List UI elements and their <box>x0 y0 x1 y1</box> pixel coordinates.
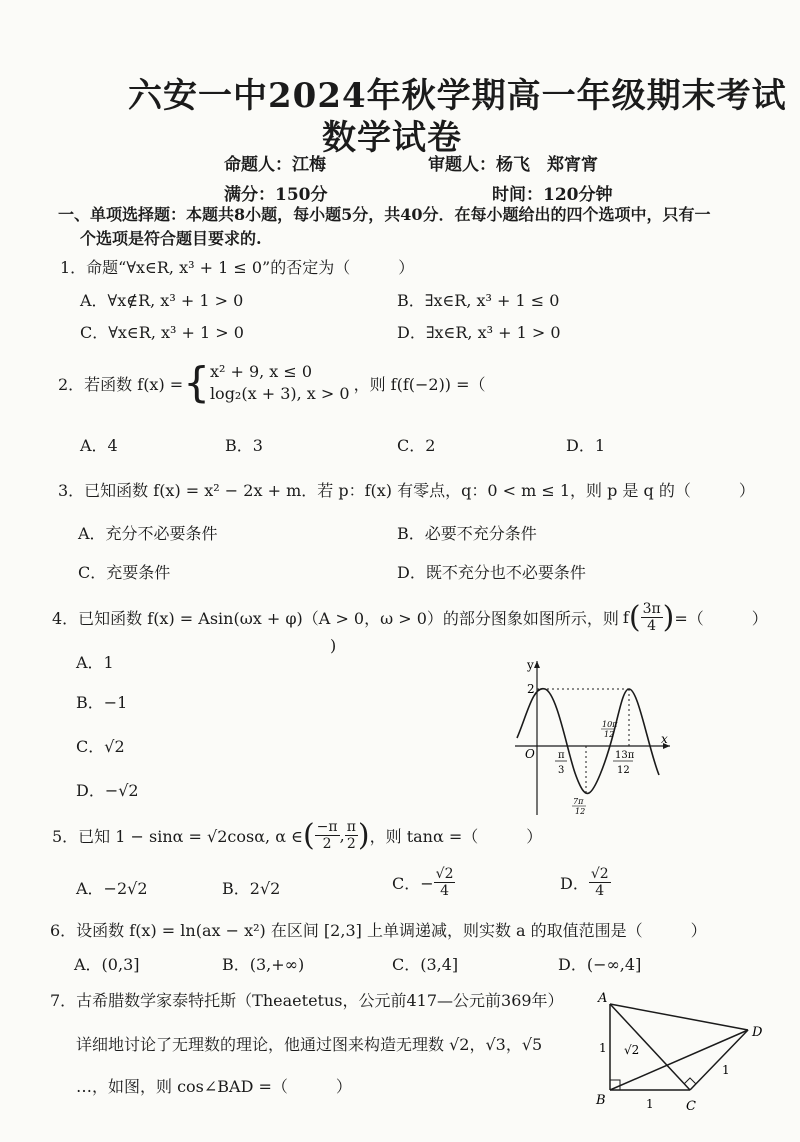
q2-cases <box>210 361 350 405</box>
q4-stem-text: 4．已知函数 f(x) = Asin(ωx + φ)（A > 0，ω > 0）的部分图象如图所示，则 <box>52 608 619 628</box>
label-a: A <box>598 991 608 1006</box>
q3-option-b: B．必要不充分条件 <box>397 524 537 543</box>
exam-time: 时间：120分钟 <box>492 185 613 205</box>
q6-option-d: D．(−∞,4] <box>558 955 642 974</box>
note-lower-num: 7π <box>573 797 584 806</box>
label-d: D <box>752 1025 763 1040</box>
q7-line1: 7．古希腊数学家泰特托斯（Theaetetus，公元前417—公元前369年） <box>50 991 564 1010</box>
label-c: C <box>686 1099 696 1114</box>
side-bd <box>610 1030 748 1090</box>
q4-paren-close: ) <box>662 599 675 635</box>
q3-stem: 3．已知函数 f(x) = x² − 2x + m．若 p：f(x) 有零点，q：0 < m ≤ 1，则 p 是 q 的（ ） <box>58 481 755 500</box>
q2-option-d: D．1 <box>566 436 606 455</box>
q4-f: f <box>622 607 629 627</box>
q5-frac1-den: 2 <box>322 835 332 852</box>
sine-curve <box>517 689 659 794</box>
q1-option-a: A．∀x∉R, x³ + 1 > 0 <box>80 291 244 310</box>
q6-option-a: A．(0,3] <box>74 955 140 974</box>
q2-option-c: C．2 <box>397 436 436 455</box>
q5-paren-close: ) <box>357 817 370 853</box>
q2-brace: { <box>183 358 210 407</box>
q2-prefix: 2．若函数 f(x) = <box>58 374 184 394</box>
q3-option-d: D．既不充分也不必要条件 <box>397 563 586 582</box>
q6-option-b: B．(3,+∞) <box>222 955 305 974</box>
q1-option-b: B．∃x∈R, x³ + 1 ≤ 0 <box>397 291 560 310</box>
q4-paren-open: ( <box>628 599 641 635</box>
q4-stem <box>52 598 768 636</box>
q5-option-c <box>392 862 455 902</box>
q4-stray-paren: ) <box>330 636 337 655</box>
q5-d-label: D． <box>560 873 589 893</box>
note-upper-den: 12 <box>604 730 615 739</box>
len-ac: √2 <box>624 1043 640 1057</box>
q4-option-b: B．−1 <box>76 693 128 712</box>
q5-d-num: √2 <box>590 865 609 882</box>
q5-paren-open: ( <box>302 817 315 853</box>
y-label: y <box>527 658 534 672</box>
author-line: 命题人：江梅 <box>224 155 326 175</box>
page-subtitle: 数学试卷 <box>322 118 462 158</box>
q5-d-den: 4 <box>595 882 605 899</box>
q3-option-c: C．充要条件 <box>78 563 171 582</box>
q2-option-b: B．3 <box>225 436 263 455</box>
q4-fraction <box>641 601 663 634</box>
q5-frac1 <box>315 819 340 852</box>
q4-option-d: D．−√2 <box>76 781 139 800</box>
q1-stem: 1．命题“∀x∈R, x³ + 1 ≤ 0”的否定为（ ） <box>60 258 415 277</box>
tick2-num: 13π <box>615 750 635 761</box>
tick1-den: 3 <box>558 765 565 776</box>
q5-stem-b: ，则 tanα =（ ） <box>369 826 543 846</box>
q2-stem <box>58 360 486 406</box>
q5-stem <box>52 815 542 855</box>
note-lower-den: 12 <box>575 807 586 816</box>
q7-line3: …，如图，则 cos∠BAD =（ ） <box>76 1077 352 1096</box>
len-cd: 1 <box>722 1063 730 1077</box>
side-cd <box>690 1030 748 1090</box>
q5-option-b: B．2√2 <box>222 879 281 898</box>
q4-eq: =（ ） <box>674 608 768 628</box>
tick2-den: 12 <box>617 765 630 776</box>
q4-option-c: C．√2 <box>76 737 125 756</box>
page-title: 六安一中2024年秋学期高一年级期末考试 <box>128 76 787 116</box>
q5-c-frac <box>434 866 456 899</box>
q6-stem: 6．设函数 f(x) = ln(ax − x²) 在区间 [2,3] 上单调递减，则实数 a 的取值范围是（ ） <box>50 921 707 940</box>
origin-label: O <box>525 747 535 761</box>
q5-option-a: A．−2√2 <box>76 879 148 898</box>
note-upper-num: 10π <box>602 720 618 729</box>
q6-option-c: C．(3,4] <box>392 955 459 974</box>
q5-comma: , <box>339 825 345 845</box>
max-label: 2 <box>527 682 535 696</box>
q5-d-frac <box>589 866 611 899</box>
len-bc: 1 <box>646 1097 654 1111</box>
len-ab: 1 <box>599 1041 607 1055</box>
reviewer-line: 审题人：杨飞 郑宵宵 <box>428 155 598 175</box>
q4-frac-num: 3π <box>642 600 661 617</box>
q4-option-a: A．1 <box>76 653 114 672</box>
right-angle-c <box>684 1078 696 1084</box>
q2-option-a: A．4 <box>80 436 118 455</box>
full-score: 满分：150分 <box>224 185 328 205</box>
q5-option-d <box>560 862 611 902</box>
q2-suffix: ，则 f(f(−2)) =（ <box>353 374 486 394</box>
q5-frac1-num: −π <box>316 818 338 835</box>
q1-option-c: C．∀x∈R, x³ + 1 > 0 <box>80 323 244 342</box>
q2-case2: log₂(x + 3), x > 0 <box>209 384 350 403</box>
q3-option-a: A．充分不必要条件 <box>78 524 218 543</box>
q7-line2: 详细地讨论了无理数的理论，他通过图来构造无理数 √2，√3，√5 <box>76 1035 543 1054</box>
q4-sine-graph <box>505 655 680 820</box>
q2-case1: x² + 9, x ≤ 0 <box>209 362 313 381</box>
q5-stem-a: 5．已知 1 − sinα = √2cosα, α ∈ <box>52 826 303 846</box>
x-label: x <box>661 732 668 746</box>
q5-c-den: 4 <box>440 882 450 899</box>
q5-c-num: √2 <box>435 865 454 882</box>
label-b: B <box>596 1093 606 1108</box>
q4-frac-den: 4 <box>647 617 657 634</box>
q5-frac2-num: π <box>346 818 356 835</box>
section-heading-cont: 个选项是符合题目要求的. <box>80 229 262 248</box>
tick1-num: π <box>558 750 565 761</box>
q5-frac2 <box>345 819 358 852</box>
q5-c-label: C．− <box>392 873 434 893</box>
q5-frac2-den: 2 <box>346 835 356 852</box>
section-heading: 一、单项选择题：本题共8小题，每小题5分，共40分．在每小题给出的四个选项中，只有一 <box>58 205 711 224</box>
q1-option-d: D．∃x∈R, x³ + 1 > 0 <box>397 323 561 342</box>
q7-triangle-figure <box>590 990 780 1120</box>
y-axis-arrow <box>534 661 540 668</box>
